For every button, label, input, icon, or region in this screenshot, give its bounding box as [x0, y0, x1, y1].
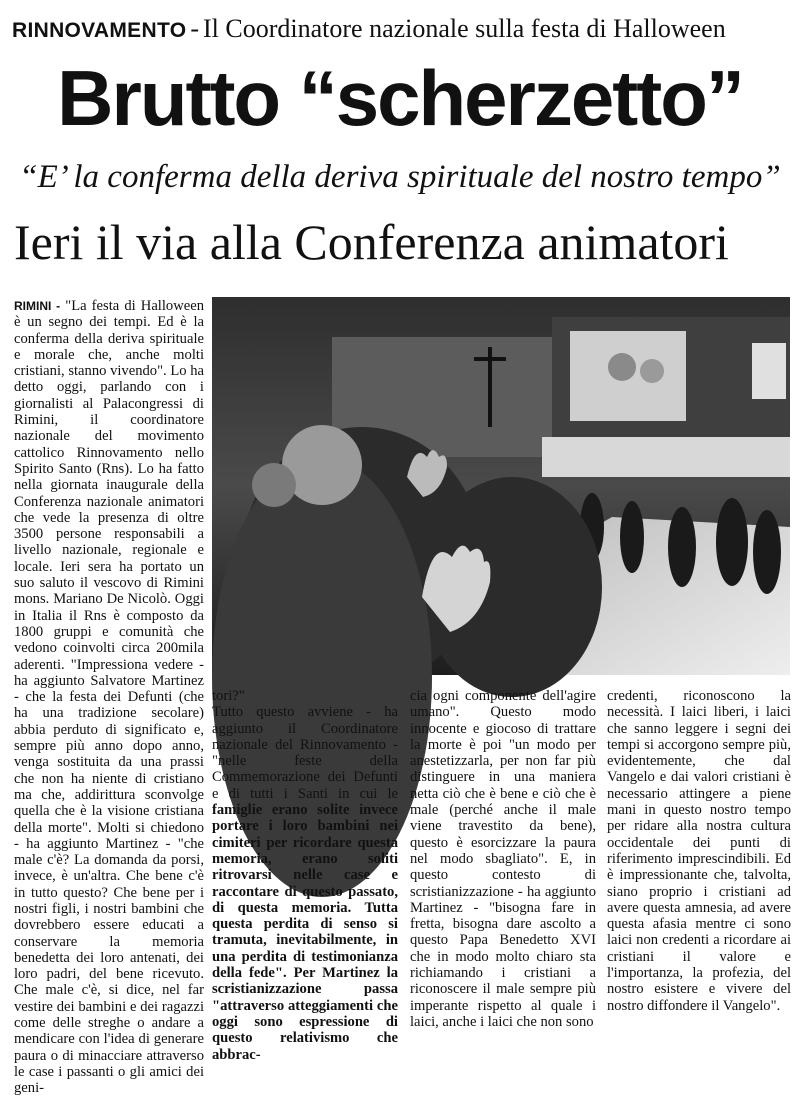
column-2-bold-text: famiglie erano solite invece portare i loro bambini nei cimiteri per ricordare questa memoria, erano soliti ritrovarsi nelle case e raccontare di questo passato, di questa memoria. Tutta questa perdita di senso si tramuta, inevitabilmente, in una perdita di testimonianza della fede". Per Martinez la scristianizzazione passa "attraverso atteggiamenti che oggi sono espressione di questo relativismo che abbrac- — [212, 802, 398, 1063]
kicker-separator: - — [190, 14, 199, 43]
article-column-1 — [14, 298, 204, 1097]
article-column-3 — [410, 688, 596, 1030]
article-column-2 — [212, 688, 398, 1063]
main-headline: Brutto “scherzetto” — [57, 54, 743, 142]
section-label: RINNOVAMENTO — [12, 19, 187, 42]
column-3-text: cia ogni componente dell'agire umano". Questo modo innocente e giocoso di trattare la morte è poi "un modo per anestetizzarla, per non far più distinguere in una maniera netta ciò che è bene e ciò che è male (perché anche il male viene travestito da bene), questo è esorcizzare la paura nel modo sbagliato". E, in questo contesto di scristianizzazione - ha aggiunto Martinez - "bisogna fare in fretta, bisogna dare ascolto a questo Papa Benedetto XVI che in modo molto chiaro sta richiamando i cristiani a riconoscere il male sempre più imperante rispetto al quale i laici, anche i laici che non sono — [410, 688, 596, 1030]
secondary-title: Ieri il via alla Conferenza animatori — [14, 214, 729, 270]
column-2-opening: tori?" — [212, 688, 245, 704]
subheadline: “E’ la conferma della deriva spirituale del nostro tempo” — [19, 159, 781, 195]
dateline: RIMINI - — [14, 299, 61, 313]
kicker-topic: Il Coordinatore nazionale sulla festa di Halloween — [203, 14, 726, 43]
article-column-4 — [607, 688, 791, 1014]
column-1-text: "La festa di Halloween è un segno dei tempi. Ed è la conferma della deriva spirituale e morale che, anche molti cristiani, stanno vivendo". Lo ha detto oggi, parlando con i giornalisti al Palacongressi di Rimini, il coordinatore nazionale del movimento cattolico Rinnovamento nello Spirito Santo (Rns). Lo ha fatto nella giornata inaugurale della Conferenza nazionale animatori che vede la presenza di oltre 3500 persone responsabili a livello nazionale, regionale e locale. Ieri sera ha portato un suo saluto il vescovo di Rimini mons. Mariano De Nicolò. Oggi in Italia il Rns è composto da 1800 gruppi e comunità che vedono coinvolti circa 200mila aderenti. "Impressiona vedere - ha aggiunto Salvatore Martinez - che la festa dei Defunti (che ha una tradizione secolare) abbia perduto di significato e, sempre più anno dopo anno, venga sostituita da una prassi che non ha niente di cristiano ma che, addirittura sconvolge quella che è la visione cristiana della morte". Molti si chiedono - ha aggiunto Martinez - "che male c'è? La domanda da porsi, invece, è un'altra. Che bene c'è in tutto questo? Che bene per i nostri figli, i nostri bambini che dovrebbero essere educati a conservare la memoria benedetta dei loro antenati, dei loro padri, del bene ricevuto. Che male c'è, si dice, nel far vestire dei bambini e dei ragazzi come delle streghe o andare a mendicare con l'idea di generare paura o di minacciare attraverso le case i passanti o gli amici dei geni- — [14, 298, 204, 1097]
conference-photo — [212, 297, 790, 675]
column-4-text: credenti, riconoscono la necessità. I laici liberi, i laici che sanno leggere i segni dei tempi si accorgono sempre più, evidentemente, che dal Vangelo e dai valori cristiani è necessario attingere a piene mani in questo nostro tempo per ridare alla nostra cultura occidentale dei punti di riferimento imprescindibili. Ed è impressionante che, talvolta, siano proprio i cristiani ad avere questa amnesia, ad avere questa afasia mentre ci sono laici non credenti a ricordare ai cristiani il valore e l'importanza, la profezia, del nostro esistere e vivere del nostro diffondere il Vangelo". — [607, 688, 791, 1014]
kicker-line — [12, 14, 792, 46]
column-2-text: Tutto questo avviene - ha aggiunto il Coordinatore nazionale del Rinnovamento - "nelle feste della Commemorazione dei Defunti e di tutti i Santi in cui le — [212, 704, 398, 802]
